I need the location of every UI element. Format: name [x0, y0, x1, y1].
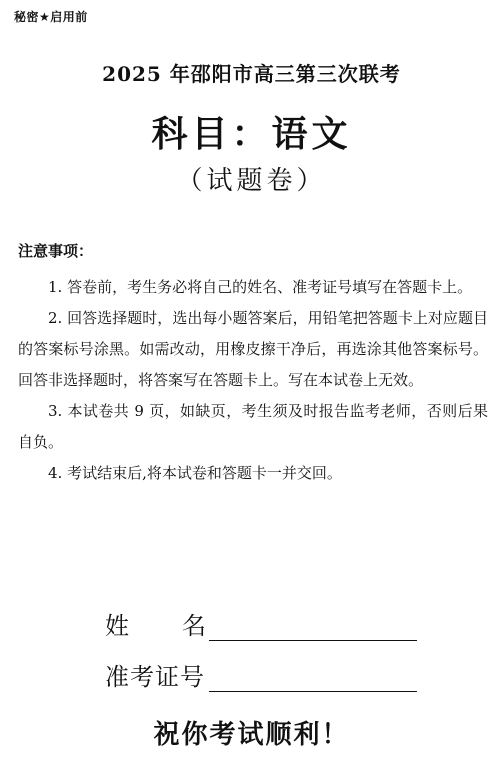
paper-type: （试题卷）: [176, 166, 327, 196]
name-field: [105, 606, 417, 641]
note-item: 2. 回答选择题时，选出每小题答案后，用铅笔把答题卡上对应题目的答案标号涂黑。如需改动，用橡皮擦干净后，再选涂其他答案标号。回答非选择题时，将答案写在答题卡上。写在本试卷上无效。: [18, 309, 488, 389]
note-item: 3. 本试卷共 9 页，如缺页，考生须及时报告监考老师，否则后果自负。: [18, 402, 488, 451]
exam-id-field: [105, 657, 417, 692]
notes-list: [18, 272, 488, 489]
note-item: 1. 答卷前，考生务必将自己的姓名、准考证号填写在答题卡上。: [48, 278, 473, 296]
subject-title: 科目：语文: [151, 113, 352, 155]
notes-heading: 注意事项：: [18, 242, 94, 260]
name-blank[interactable]: [209, 616, 417, 641]
note-item: 4. 考试结束后,将本试卷和答题卡一并交回。: [48, 464, 342, 482]
exam-title: 2025 年邵阳市高三第三次联考: [102, 62, 401, 86]
blessing-text: 祝你考试顺利！: [153, 720, 350, 750]
exam-id-blank[interactable]: [209, 667, 417, 692]
name-label: 姓名: [105, 612, 207, 640]
exam-id-label: 准考证号: [105, 663, 205, 691]
secret-mark: 秘密★启用前: [14, 10, 88, 24]
